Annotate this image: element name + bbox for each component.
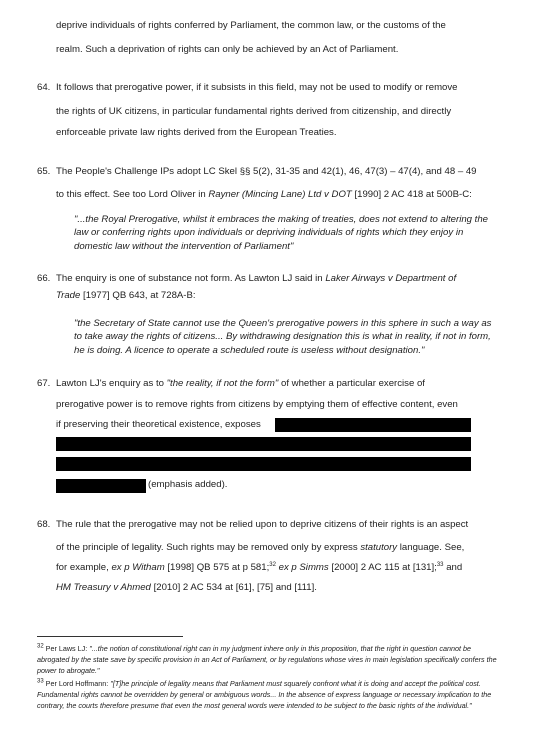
- footnote-32-text: "...the notion of constitutional right can in my judgment inhere only in this proposition, that the right in question cannot be abrogated by the state save by specific provision in an Act of Parliament, or by regulations whose vires in main legislation specifically confers the power to abrogate.": [37, 644, 497, 675]
- para68-line-2: [56, 542, 464, 553]
- para67-text: Lawton LJ's enquiry as to: [56, 378, 167, 389]
- paragraph-number-67: 67.: [37, 378, 51, 389]
- footnote-32: [37, 643, 499, 676]
- redaction-bar: [275, 418, 471, 432]
- citation-witham: [1998] QB 575 at p 581;: [164, 562, 270, 573]
- para64-line-2: the rights of UK citizens, in particular fundamental rights derived from citizenship, and directly: [56, 106, 452, 117]
- para65-citation: [1990] 2 AC 418 at 500B-C:: [351, 189, 472, 200]
- footnote-ref-32[interactable]: 32: [269, 561, 276, 568]
- para68-text-3: for example,: [56, 562, 112, 573]
- para68-line-1: The rule that the prerogative may not be relied upon to deprive citizens of their rights is an aspect: [56, 519, 469, 530]
- case-name-simms: ex p Simms: [278, 562, 329, 573]
- para64-line-3: enforceable private law rights derived from the European Treaties.: [56, 127, 337, 138]
- quoted-phrase: "the reality, if not the form": [166, 378, 279, 389]
- case-name-rayner: Rayner (Mincing Lane) Ltd v DOT: [208, 189, 352, 200]
- para67-line-1: [56, 378, 425, 389]
- footnote-32-lead: Per Laws LJ:: [43, 644, 90, 653]
- paragraph-number-68: 68.: [37, 519, 51, 530]
- para64-line-1: It follows that prerogative power, if it subsists in this field, may not be used to modify or remove: [56, 82, 458, 93]
- footnote-ref-33[interactable]: 33: [436, 561, 444, 568]
- para68-line-4: [56, 582, 317, 593]
- paragraph-number-65: 65.: [37, 166, 51, 177]
- para66-citation: [1977] QB 643, at 728A-B:: [80, 290, 196, 301]
- para65-line-1: The People's Challenge IPs adopt LC Skel §§ 5(2), 31-35 and 42(1), 46, 47(3) – 47(4), and 48 – 49: [56, 166, 477, 177]
- para65-line-2: [56, 189, 472, 200]
- citation-ahmed: [2010] 2 AC 534 at [61], [75] and [111].: [150, 582, 317, 593]
- footnote-mark-32: 32: [37, 643, 44, 650]
- para68-and: and: [443, 562, 463, 573]
- case-name-ahmed: HM Treasury v Ahmed: [56, 582, 151, 593]
- para68-text: of the principle of legality. Such rights may be removed only by express: [56, 542, 361, 553]
- redaction-bar: [56, 457, 471, 471]
- para65-text: to this effect. See too Lord Oliver in: [56, 189, 209, 200]
- citation-simms: [2000] 2 AC 115 at [131];: [328, 562, 437, 573]
- para66-line-2: [56, 290, 196, 301]
- emphasis-added-note: (emphasis added).: [148, 479, 228, 490]
- footnote-33-text: "[T]he principle of legality means that Parliament must squarely confront what it is doing and accept the political cost. Fundamental rights cannot be overridden by general or ambiguous words... In the absence of express language or necessary implication to the contrary, the courts therefore presume that even the most general words were intended to be subject to the basic rights of the individual.": [37, 679, 492, 710]
- case-name-trade: Trade: [56, 290, 81, 301]
- case-name-witham: ex p Witham: [111, 562, 165, 573]
- footnote-33-lead: Per Lord Hoffmann:: [43, 679, 111, 688]
- intro-line-2: realm. Such a deprivation of rights can only be achieved by an Act of Parliament.: [56, 44, 399, 55]
- para66-line-1: [56, 273, 456, 284]
- para67-text-2: of whether a particular exercise of: [278, 378, 425, 389]
- quote-lord-oliver: "...the Royal Prerogative, whilst it embraces the making of treaties, does not extend to altering the law or conferring rights upon individuals or depriving individuals of rights which they enjoy in domestic law without the intervention of Parliament": [74, 214, 489, 252]
- para68-text-2: language. See,: [397, 542, 465, 553]
- paragraph-number-64: 64.: [37, 82, 51, 93]
- para67-line-3: if preserving their theoretical existence, exposes: [56, 419, 261, 430]
- emphasis-statutory: statutory: [360, 542, 398, 553]
- para68-line-3: [56, 562, 462, 573]
- redaction-bar: [56, 437, 471, 451]
- intro-line-1: deprive individuals of rights conferred by Parliament, the common law, or the customs of the: [56, 20, 446, 31]
- para67-line-2: prerogative power is to remove rights from citizens by emptying them of effective content, even: [56, 399, 458, 410]
- footnote-separator: [37, 636, 183, 637]
- case-name-laker: Laker Airways v Department of: [325, 273, 457, 284]
- footnote-33: [37, 678, 499, 711]
- footnote-mark-33: 33: [37, 678, 44, 685]
- quote-lawton: "the Secretary of State cannot use the Queen's prerogative powers in this sphere in such a way as to take away the rights of citizens... By withdrawing designation this is what in reality, if not in form, he is doing. A licence to operate a scheduled route is useless without designation.": [74, 318, 492, 356]
- para66-text: The enquiry is one of substance not form. As Lawton LJ said in: [56, 273, 326, 284]
- redaction-bar: [56, 479, 146, 493]
- paragraph-number-66: 66.: [37, 273, 51, 284]
